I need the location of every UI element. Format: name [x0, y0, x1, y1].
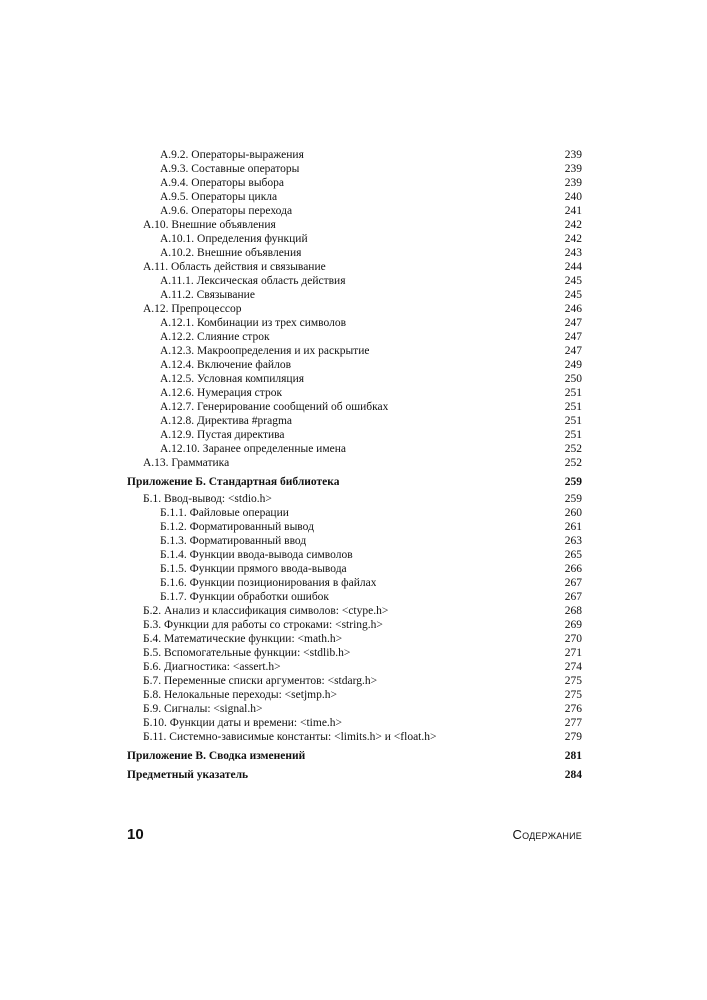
toc-entry-page: 241 [564, 205, 582, 217]
toc-entry-page: 271 [564, 647, 582, 659]
toc-entry [127, 442, 582, 456]
toc-entry [127, 274, 582, 288]
page-number: 10 [127, 826, 144, 843]
toc-entry [127, 520, 582, 534]
toc-entry-page: 246 [564, 303, 582, 315]
toc-entry-title: Б.5. Вспомогательные функции: <stdlib.h> [143, 647, 351, 659]
toc-entry-page: 252 [564, 443, 582, 455]
toc-entry [127, 716, 582, 730]
toc-entry-title: A.10. Внешние объявления [143, 219, 276, 231]
toc-entry-title: A.12.3. Макроопределения и их раскрытие [160, 345, 370, 357]
toc-entry-title: Б.1.3. Форматированный ввод [160, 535, 307, 547]
toc-entry [127, 534, 582, 548]
toc-entry [127, 562, 582, 576]
toc-entry [127, 260, 582, 274]
toc-entry [127, 646, 582, 660]
toc-entry-title: A.9.6. Операторы перехода [160, 205, 293, 217]
toc-entry-title: A.12.9. Пустая директива [160, 429, 285, 441]
toc-entry [127, 604, 582, 618]
toc-entry-page: 251 [564, 401, 582, 413]
toc-entry-page: 251 [564, 429, 582, 441]
toc-entry-title: A.12.5. Условная компиляция [160, 373, 305, 385]
toc-entry-title: A.9.2. Операторы-выражения [160, 149, 304, 161]
toc-entry-title: Б.7. Переменные списки аргументов: <stdarg.h> [143, 675, 378, 687]
toc-entry-page: 240 [564, 191, 582, 203]
toc-entry-page: 249 [564, 359, 582, 371]
toc-entry-page: 276 [564, 703, 582, 715]
toc-entry-page: 263 [564, 535, 582, 547]
toc-entry-title: A.9.3. Составные операторы [160, 163, 300, 175]
toc-entry-title: Б.1.1. Файловые операции [160, 507, 289, 519]
toc-entry [127, 232, 582, 246]
toc-appendix-entry [127, 749, 582, 763]
running-title: Содержание [512, 827, 582, 842]
toc-entry-title: A.12.10. Заранее определенные имена [160, 443, 346, 455]
toc-entry-page: 252 [564, 457, 582, 469]
toc-entry-page: 261 [564, 521, 582, 533]
toc-entry-page: 251 [564, 387, 582, 399]
toc-entry-page: 244 [564, 261, 582, 273]
toc-entry [127, 386, 582, 400]
toc-entry-title: Б.11. Системно-зависимые константы: <limits.h> и <float.h> [143, 731, 437, 743]
toc-entry-title: Б.3. Функции для работы со строками: <string.h> [143, 619, 383, 631]
toc-entry-title: Б.1.4. Функции ввода-вывода символов [160, 549, 353, 561]
toc-entry-title: A.9.5. Операторы цикла [160, 191, 278, 203]
toc-entry [127, 288, 582, 302]
toc-entry [127, 400, 582, 414]
page-footer [127, 826, 582, 843]
toc-entry-title: A.11.1. Лексическая область действия [160, 275, 346, 287]
toc-entry-page: 266 [564, 563, 582, 575]
toc-entry [127, 218, 582, 232]
toc-entry-title: A.13. Грамматика [143, 457, 230, 469]
toc-entry-page: 250 [564, 373, 582, 385]
toc-entry-title: A.9.4. Операторы выбора [160, 177, 285, 189]
toc-entry-page: 279 [564, 731, 582, 743]
toc-entry-title: Б.2. Анализ и классификация символов: <ctype.h> [143, 605, 389, 617]
toc-appendix-entry [127, 475, 582, 489]
toc-entry [127, 176, 582, 190]
toc-entry-page: 275 [564, 689, 582, 701]
toc-entry [127, 576, 582, 590]
toc-entry [127, 344, 582, 358]
toc-entry-page: 251 [564, 415, 582, 427]
toc-entry-title: Предметный указатель [127, 769, 249, 781]
toc-entry [127, 688, 582, 702]
toc-entry-page: 243 [564, 247, 582, 259]
toc-entry-page: 269 [564, 619, 582, 631]
toc-entry-page: 239 [564, 163, 582, 175]
toc-entry-page: 277 [564, 717, 582, 729]
toc-entry [127, 148, 582, 162]
toc-entry-page: 247 [564, 331, 582, 343]
toc-entry [127, 702, 582, 716]
toc-entry-page: 274 [564, 661, 582, 673]
toc-entry-page: 259 [564, 476, 582, 488]
toc-entry-title: A.12.2. Слияние строк [160, 331, 270, 343]
toc-entry-page: 242 [564, 219, 582, 231]
toc-entry [127, 302, 582, 316]
toc-entry-page: 265 [564, 549, 582, 561]
toc-entry-page: 242 [564, 233, 582, 245]
toc-entry [127, 428, 582, 442]
toc-entry-title: A.10.1. Определения функций [160, 233, 308, 245]
toc-entry-page: 281 [564, 750, 582, 762]
toc-entry [127, 358, 582, 372]
toc-entry-title: A.12.7. Генерирование сообщений об ошибках [160, 401, 389, 413]
toc-entry-page: 260 [564, 507, 582, 519]
toc-entry-page: 239 [564, 149, 582, 161]
toc-entry-title: Б.8. Нелокальные переходы: <setjmp.h> [143, 689, 337, 701]
toc-entry [127, 548, 582, 562]
toc-entry-title: Б.10. Функции даты и времени: <time.h> [143, 717, 343, 729]
toc-entry-page: 270 [564, 633, 582, 645]
toc-entry [127, 730, 582, 744]
toc-entry [127, 618, 582, 632]
toc-entry-title: Б.6. Диагностика: <assert.h> [143, 661, 281, 673]
toc-entry-title: Приложение Б. Стандартная библиотека [127, 476, 340, 488]
toc-entry [127, 330, 582, 344]
toc-entry-title: Б.4. Математические функции: <math.h> [143, 633, 343, 645]
toc-entry-page: 245 [564, 289, 582, 301]
toc-entry [127, 162, 582, 176]
toc-entry [127, 316, 582, 330]
table-of-contents [127, 148, 582, 785]
toc-entry-title: A.10.2. Внешние объявления [160, 247, 302, 259]
toc-entry-page: 259 [564, 493, 582, 505]
toc-entry-title: Б.1. Ввод-вывод: <stdio.h> [143, 493, 272, 505]
toc-entry [127, 456, 582, 470]
toc-entry-page: 247 [564, 317, 582, 329]
toc-entry-title: A.11.2. Связывание [160, 289, 255, 301]
toc-entry-title: Б.1.5. Функции прямого ввода-вывода [160, 563, 347, 575]
toc-entry-title: A.12. Препроцессор [143, 303, 242, 315]
toc-entry-title: Б.1.7. Функции обработки ошибок [160, 591, 330, 603]
toc-entry [127, 492, 582, 506]
toc-entry-page: 267 [564, 577, 582, 589]
toc-entry-title: A.12.4. Включение файлов [160, 359, 292, 371]
toc-entry-title: Б.1.6. Функции позиционирования в файлах [160, 577, 377, 589]
toc-entry-title: A.12.8. Директива #pragma [160, 415, 293, 427]
toc-entry-page: 284 [564, 769, 582, 781]
toc-entry-title: Б.9. Сигналы: <signal.h> [143, 703, 263, 715]
toc-entry-title: A.12.1. Комбинации из трех символов [160, 317, 347, 329]
toc-entry-page: 267 [564, 591, 582, 603]
toc-entry-title: A.12.6. Нумерация строк [160, 387, 283, 399]
toc-entry-page: 247 [564, 345, 582, 357]
toc-entry-title: A.11. Область действия и связывание [143, 261, 326, 273]
toc-entry [127, 506, 582, 520]
toc-entry-title: Б.1.2. Форматированный вывод [160, 521, 314, 533]
toc-entry [127, 246, 582, 260]
toc-entry-page: 268 [564, 605, 582, 617]
toc-entry [127, 414, 582, 428]
toc-entry [127, 204, 582, 218]
toc-entry-page: 239 [564, 177, 582, 189]
toc-entry [127, 190, 582, 204]
toc-entry [127, 674, 582, 688]
toc-entry-title: Приложение В. Сводка изменений [127, 750, 306, 762]
toc-entry-page: 275 [564, 675, 582, 687]
toc-entry [127, 632, 582, 646]
toc-entry [127, 590, 582, 604]
toc-appendix-entry [127, 768, 582, 782]
toc-entry [127, 372, 582, 386]
toc-entry-page: 245 [564, 275, 582, 287]
toc-entry [127, 660, 582, 674]
